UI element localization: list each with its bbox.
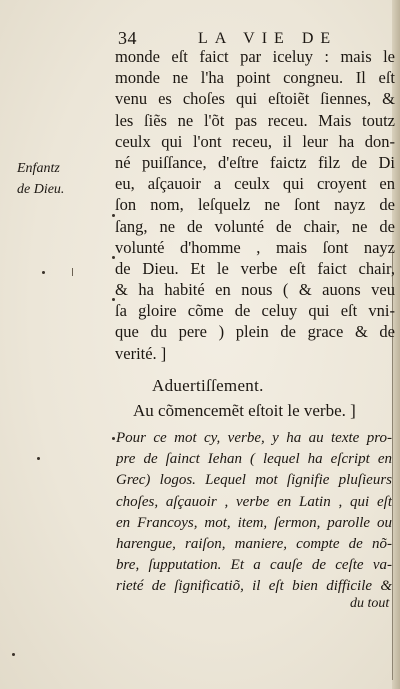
lemma-line: Au cõmencemẽt eſtoit le verbe. ] xyxy=(133,401,356,420)
text-line: ſon nom, leſquelz ne ſont nayz de xyxy=(115,195,395,215)
commentary-line: harengue, raiſon, maniere, compte de nõ- xyxy=(116,535,392,552)
text-line: que du pere ) plein de grace & de xyxy=(115,322,395,342)
margin-mark xyxy=(112,214,115,217)
commentary-line: bre, ſupputation. Et a cauſe de ceſte va- xyxy=(116,557,392,574)
text-line: les ſiẽs ne l'õt pas receu. Mais toutz xyxy=(115,110,395,130)
margin-mark xyxy=(112,256,115,259)
margin-mark xyxy=(42,271,45,274)
commentary-text xyxy=(116,428,392,598)
commentary-line: choſes, aſçauoir , verbe en Latin , qui eſt xyxy=(116,493,392,510)
text-line: monde ne l'ha point congneu. Il eſt xyxy=(115,68,395,88)
margin-note xyxy=(17,158,102,200)
scripture-text xyxy=(115,46,395,364)
margin-mark xyxy=(72,268,73,276)
text-line: monde eſt faict par iceluy : mais le xyxy=(115,47,395,66)
text-line: venu es choſes qui eſtoiẽt ſiennes, & xyxy=(115,89,395,109)
commentary-line: en Francoys, mot, item, ſermon, parolle ou xyxy=(116,514,392,531)
margin-mark xyxy=(112,437,115,440)
text-line: eu, aſçauoir a ceulx qui croyent en xyxy=(115,174,395,194)
text-line: ceulx qui l'ont receu, il leur ha don- xyxy=(115,131,395,151)
text-line: ſang, ne de volunté de chair, ne de xyxy=(115,216,395,236)
commentary-line: Grec) logos. Lequel mot ſignifie pluſieurs xyxy=(116,472,392,489)
commentary-line: pre de ſainct Iehan ( lequel ha eſcript en xyxy=(116,451,392,468)
text-line: de Dieu. Et le verbe eſt faict chair, xyxy=(115,258,395,278)
margin-mark xyxy=(112,298,115,301)
text-line: volunté d'homme , mais ſont nayz xyxy=(115,237,395,257)
margin-mark xyxy=(37,457,40,460)
section-heading: Aduertiſſement. xyxy=(152,376,264,395)
text-line: né puiſſance, d'eſtre faictz filz de Di xyxy=(115,152,395,172)
commentary-line: rieté de ſignificatiõ, il eſt bien difficile & xyxy=(116,578,392,595)
text-line: & ha habité en nous ( & auons veu xyxy=(115,280,395,300)
margin-note-line: de Dieu. xyxy=(17,182,65,197)
catchword: du tout xyxy=(350,596,390,611)
commentary-line: Pour ce mot cy, verbe, y ha au texte pro- xyxy=(116,430,392,446)
page-number: 34 xyxy=(118,28,137,48)
running-head: LA VIE DE xyxy=(198,30,338,47)
text-line: ſa gloire cõme de celuy qui eſt vni- xyxy=(115,301,395,321)
text-line: verité. ] xyxy=(115,343,167,363)
margin-note-line: Enfantz xyxy=(17,161,60,176)
margin-mark xyxy=(12,653,15,656)
